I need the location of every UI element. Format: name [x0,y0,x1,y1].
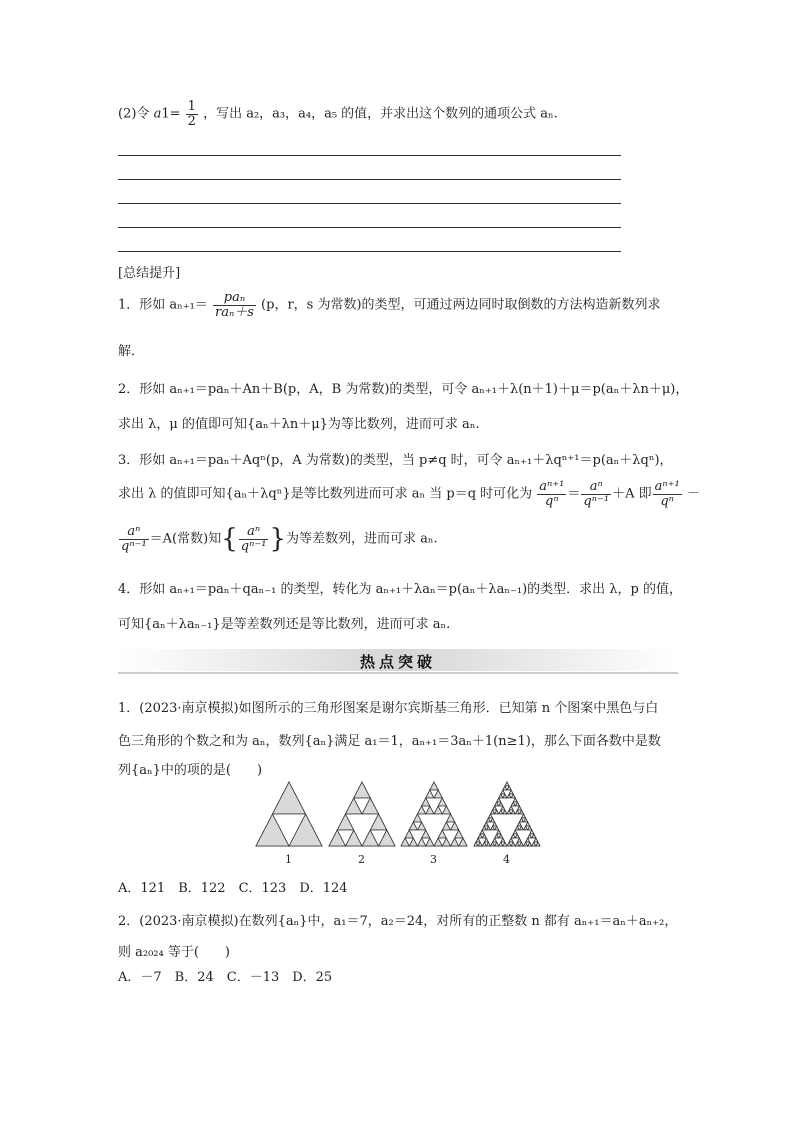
left-brace-icon: { [221,524,238,555]
item3-eq: ＝ [567,486,581,502]
q1-line-3: 列{aₙ}中的项的是( ) [118,763,263,778]
answer-line [118,179,621,180]
sierpinski-figure-1 [256,782,322,846]
answer-line [118,203,621,204]
q1-options: A．121 B．122 C．123 D．124 [118,881,348,896]
part2-rest: ，写出 a₂，a₃，a₄，a₅ 的值，并求出这个数列的通项公式 aₙ. [203,106,558,122]
item3-const: ＝A(常数)知 [149,531,222,547]
summary-item-3-cont [118,480,700,508]
q1-line-2: 色三角形的个数之和为 aₙ，数列{aₙ}满足 a₁＝1，aₙ₊₁＝3aₙ＋1(n≥1)，那么下面各数中是数 [118,734,661,749]
sierpinski-figure-3 [401,782,467,846]
right-brace-icon: } [269,524,286,555]
fraction-item1: $\frac{\text{paₙ}}{\text{raₙ＋s}}$ [215,290,254,320]
sierpinski-figure-2 [329,782,395,846]
fraction-item3-3: $\frac{\text{aⁿ⁺¹}}{\text{qⁿ}}$ [654,479,680,509]
answer-line [118,251,621,252]
part2-prompt [118,100,558,128]
summary-header: [总结提升] [118,266,181,281]
q2-options: A．－7 B．24 C．－13 D．25 [118,970,333,985]
fraction-item3-5: $\frac{\text{aⁿ}}{\text{qⁿ⁻¹}}$ [240,524,267,554]
q2-line-1: 2．(2023·南京模拟)在数列{aₙ}中，a₁＝7，a₂＝24，对所有的正整数 n 都有 aₙ₊₁＝aₙ＋aₙ₊₂， [118,914,678,929]
item1-prefix: 1．形如 aₙ₊₁＝ [118,297,208,313]
summary-item-2: 2．形如 aₙ₊₁＝paₙ＋An＋B(p，A，B 为常数)的类型，可令 aₙ₊₁＋λ(n＋1)＋μ＝p(aₙ＋λn＋μ)， [118,382,689,397]
answer-line [118,155,621,156]
item3-end: 为等差数列，进而可求 aₙ. [285,531,438,547]
summary-item-4: 4．形如 aₙ₊₁＝paₙ＋qaₙ₋₁ 的类型，转化为 aₙ₊₁＋λaₙ＝p(aₙ＋λaₙ₋₁)的类型．求出 λ，p 的值， [118,582,682,597]
figure-label-4: 4 [503,853,510,866]
summary-item-1-cont: 解． [118,344,145,359]
summary-item-2-cont: 求出 λ，μ 的值即可知{aₙ＋λn＋μ}为等比数列，进而可求 aₙ. [118,417,480,432]
a1-symbol: a [153,106,162,122]
item1-text: (p，r，s 为常数)的类型，可通过两边同时取倒数的方法构造新数列求 [261,297,661,313]
fraction-item3-2: $\frac{\text{aⁿ}}{\text{qⁿ⁻¹}}$ [583,479,610,509]
q2-line-2: 则 a₂₀₂₄ 等于( ) [118,945,231,960]
item3-minus: － [686,486,700,502]
fraction-half: $\frac{1}{2}$ [187,99,196,129]
a1-eq: 1= [161,106,181,122]
item3-text: 求出 λ 的值即可知{aₙ＋λqⁿ}是等比数列进而可求 aₙ 当 p＝q 时可化为 [118,486,533,502]
figure-label-3: 3 [430,853,437,866]
sierpinski-figures [255,780,545,850]
part2-label: (2)令 [118,106,150,122]
fraction-item3-1: $\frac{\text{aⁿ⁺¹}}{\text{qⁿ}}$ [539,479,565,509]
summary-item-3-cont2 [118,525,438,553]
summary-item-1 [118,291,661,319]
item3-plus-a: ＋A 即 [612,486,652,502]
figure-label-2: 2 [358,853,365,866]
summary-item-4-cont: 可知{aₙ＋λaₙ₋₁}是等差数列还是等比数列，进而可求 aₙ. [118,617,451,632]
fraction-item3-4: $\frac{\text{aⁿ}}{\text{qⁿ⁻¹}}$ [121,524,147,554]
answer-line [118,227,621,228]
figure-label-1: 1 [285,853,292,866]
q1-line-1: 1．(2023·南京模拟)如图所示的三角形图案是谢尔宾斯基三角形．已知第 n 个图案中黑色与白 [118,701,659,716]
banner-title: 热点突破 [359,653,436,671]
sierpinski-figure-4 [474,782,540,846]
section-banner [118,647,678,675]
summary-item-3: 3．形如 aₙ₊₁＝paₙ＋Aqⁿ(p，A 为常数)的类型，当 p≠q 时，可令 aₙ₊₁＋λqⁿ⁺¹＝p(aₙ＋λqⁿ)， [118,453,673,468]
